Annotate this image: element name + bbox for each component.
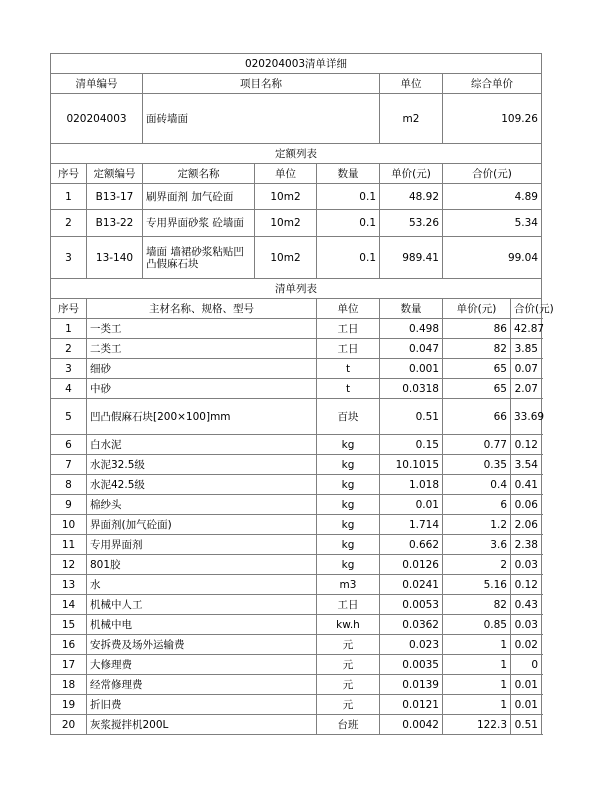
material-total: 2.07 xyxy=(511,379,542,399)
material-unit: 元 xyxy=(317,695,380,715)
material-total: 0.41 xyxy=(511,475,542,495)
quota-header-index: 序号 xyxy=(51,164,87,184)
material-index: 12 xyxy=(51,555,87,575)
material-name: 水泥42.5级 xyxy=(87,475,317,495)
material-index: 17 xyxy=(51,655,87,675)
material-unit-price: 66 xyxy=(443,399,511,435)
material-header-unit: 单位 xyxy=(317,299,380,319)
bill-price: 109.26 xyxy=(443,94,542,144)
material-total: 3.54 xyxy=(511,455,542,475)
material-index: 16 xyxy=(51,635,87,655)
bill-unit: m2 xyxy=(380,94,443,144)
material-section-title: 清单列表 xyxy=(51,279,542,299)
quota-total: 99.04 xyxy=(443,237,542,279)
material-index: 11 xyxy=(51,535,87,555)
material-qty: 10.1015 xyxy=(380,455,443,475)
material-row xyxy=(51,495,542,515)
material-name: 中砂 xyxy=(87,379,317,399)
material-row xyxy=(51,635,542,655)
material-qty: 0.023 xyxy=(380,635,443,655)
quota-header-code: 定额编号 xyxy=(87,164,143,184)
bill-row xyxy=(51,94,542,144)
material-unit-price: 0.4 xyxy=(443,475,511,495)
material-name: 折旧费 xyxy=(87,695,317,715)
material-row xyxy=(51,359,542,379)
material-name: 界面剂(加气砼面) xyxy=(87,515,317,535)
material-index: 4 xyxy=(51,379,87,399)
material-row xyxy=(51,475,542,495)
material-header-index: 序号 xyxy=(51,299,87,319)
material-unit-price: 0.85 xyxy=(443,615,511,635)
table-title: 020204003清单详细 xyxy=(51,54,542,74)
material-name: 细砂 xyxy=(87,359,317,379)
material-unit: kg xyxy=(317,435,380,455)
quota-name: 墙面 墙裙砂浆粘贴凹凸假麻石块 xyxy=(143,237,255,279)
quota-unit-price: 989.41 xyxy=(380,237,443,279)
quota-header-name: 定额名称 xyxy=(143,164,255,184)
material-unit: t xyxy=(317,359,380,379)
material-header-name: 主材名称、规格、型号 xyxy=(87,299,317,319)
quota-index: 2 xyxy=(51,210,87,237)
material-unit-price: 65 xyxy=(443,379,511,399)
quota-total: 4.89 xyxy=(443,184,542,210)
material-name: 水泥32.5级 xyxy=(87,455,317,475)
material-unit-price: 1 xyxy=(443,675,511,695)
material-row xyxy=(51,455,542,475)
bill-unit-header: 单位 xyxy=(380,74,443,94)
material-unit: 台班 xyxy=(317,715,380,735)
material-total: 0.03 xyxy=(511,615,542,635)
material-qty: 0.0121 xyxy=(380,695,443,715)
title-row xyxy=(51,54,542,74)
material-index: 2 xyxy=(51,339,87,359)
material-name: 大修理费 xyxy=(87,655,317,675)
material-total: 2.06 xyxy=(511,515,542,535)
material-name: 801胶 xyxy=(87,555,317,575)
material-total: 3.85 xyxy=(511,339,542,359)
material-name: 水 xyxy=(87,575,317,595)
material-unit: kg xyxy=(317,555,380,575)
quota-unit-price: 53.26 xyxy=(380,210,443,237)
material-index: 19 xyxy=(51,695,87,715)
material-row xyxy=(51,399,542,435)
quota-unit-price: 48.92 xyxy=(380,184,443,210)
material-name: 经常修理费 xyxy=(87,675,317,695)
material-row xyxy=(51,575,542,595)
material-unit: 元 xyxy=(317,655,380,675)
material-qty: 0.047 xyxy=(380,339,443,359)
material-index: 20 xyxy=(51,715,87,735)
material-index: 7 xyxy=(51,455,87,475)
material-qty: 0.498 xyxy=(380,319,443,339)
material-unit-price: 1 xyxy=(443,655,511,675)
material-row xyxy=(51,615,542,635)
material-name: 一类工 xyxy=(87,319,317,339)
quota-unit: 10m2 xyxy=(255,210,317,237)
material-unit-price: 82 xyxy=(443,595,511,615)
material-row xyxy=(51,695,542,715)
material-qty: 0.0139 xyxy=(380,675,443,695)
material-row xyxy=(51,655,542,675)
material-row xyxy=(51,535,542,555)
material-section-row xyxy=(51,279,542,299)
material-qty: 0.01 xyxy=(380,495,443,515)
material-total: 0.02 xyxy=(511,635,542,655)
quota-code: B13-22 xyxy=(87,210,143,237)
material-header-qty: 数量 xyxy=(380,299,443,319)
quota-row xyxy=(51,210,542,237)
bill-code: 020204003 xyxy=(51,94,143,144)
material-name: 二类工 xyxy=(87,339,317,359)
material-name: 机械中电 xyxy=(87,615,317,635)
bill-name-header: 项目名称 xyxy=(143,74,380,94)
material-total: 0.12 xyxy=(511,435,542,455)
material-header-row xyxy=(51,299,542,319)
material-qty: 0.51 xyxy=(380,399,443,435)
quota-header-total: 合价(元) xyxy=(443,164,542,184)
quota-index: 3 xyxy=(51,237,87,279)
quota-code: B13-17 xyxy=(87,184,143,210)
material-unit-price: 0.77 xyxy=(443,435,511,455)
material-index: 14 xyxy=(51,595,87,615)
material-row xyxy=(51,339,542,359)
material-unit-price: 3.6 xyxy=(443,535,511,555)
quota-unit: 10m2 xyxy=(255,184,317,210)
material-qty: 0.662 xyxy=(380,535,443,555)
material-total: 0.06 xyxy=(511,495,542,515)
material-unit: 工日 xyxy=(317,319,380,339)
bill-name: 面砖墙面 xyxy=(143,94,380,144)
material-unit-price: 1 xyxy=(443,695,511,715)
quota-header-row xyxy=(51,164,542,184)
material-total: 0.12 xyxy=(511,575,542,595)
material-qty: 0.0053 xyxy=(380,595,443,615)
material-index: 9 xyxy=(51,495,87,515)
material-unit: 工日 xyxy=(317,595,380,615)
material-total: 42.87 xyxy=(511,319,542,339)
material-row xyxy=(51,379,542,399)
material-index: 13 xyxy=(51,575,87,595)
material-unit: t xyxy=(317,379,380,399)
material-unit-price: 0.35 xyxy=(443,455,511,475)
material-name: 白水泥 xyxy=(87,435,317,455)
material-qty: 0.0126 xyxy=(380,555,443,575)
material-qty: 0.001 xyxy=(380,359,443,379)
material-total: 0.51 xyxy=(511,715,542,735)
material-row xyxy=(51,675,542,695)
material-unit: kw.h xyxy=(317,615,380,635)
material-unit: kg xyxy=(317,475,380,495)
material-index: 18 xyxy=(51,675,87,695)
material-unit-price: 2 xyxy=(443,555,511,575)
material-unit-price: 65 xyxy=(443,359,511,379)
material-name: 安拆费及场外运输费 xyxy=(87,635,317,655)
material-unit: 百块 xyxy=(317,399,380,435)
material-unit-price: 6 xyxy=(443,495,511,515)
material-unit-price: 122.3 xyxy=(443,715,511,735)
material-row xyxy=(51,715,542,735)
material-qty: 0.0035 xyxy=(380,655,443,675)
material-qty: 0.0241 xyxy=(380,575,443,595)
material-qty: 1.018 xyxy=(380,475,443,495)
material-header-unit-price: 单价(元) xyxy=(443,299,511,319)
material-name: 专用界面剂 xyxy=(87,535,317,555)
material-total: 0.43 xyxy=(511,595,542,615)
material-index: 15 xyxy=(51,615,87,635)
material-total: 2.38 xyxy=(511,535,542,555)
quota-section-row xyxy=(51,144,542,164)
material-index: 3 xyxy=(51,359,87,379)
material-unit-price: 1.2 xyxy=(443,515,511,535)
bill-detail-table xyxy=(50,53,554,735)
material-unit: m3 xyxy=(317,575,380,595)
material-index: 1 xyxy=(51,319,87,339)
material-total: 0 xyxy=(511,655,542,675)
material-unit: 元 xyxy=(317,635,380,655)
material-qty: 0.15 xyxy=(380,435,443,455)
material-header-total: 合价(元) xyxy=(511,299,542,319)
material-total: 0.01 xyxy=(511,695,542,715)
material-name: 凹凸假麻石块[200×100]mm xyxy=(87,399,317,435)
bill-price-header: 综合单价 xyxy=(443,74,542,94)
quota-header-qty: 数量 xyxy=(317,164,380,184)
bill-header-row xyxy=(51,74,542,94)
quota-row xyxy=(51,184,542,210)
material-name: 棉纱头 xyxy=(87,495,317,515)
material-name: 灰浆搅拌机200L xyxy=(87,715,317,735)
material-unit: 工日 xyxy=(317,339,380,359)
quota-qty: 0.1 xyxy=(317,210,380,237)
material-unit: kg xyxy=(317,455,380,475)
material-qty: 0.0042 xyxy=(380,715,443,735)
quota-header-unit-price: 单价(元) xyxy=(380,164,443,184)
material-total: 33.69 xyxy=(511,399,542,435)
material-row xyxy=(51,515,542,535)
material-qty: 1.714 xyxy=(380,515,443,535)
bill-code-header: 清单编号 xyxy=(51,74,143,94)
material-qty: 0.0362 xyxy=(380,615,443,635)
material-total: 0.03 xyxy=(511,555,542,575)
material-index: 10 xyxy=(51,515,87,535)
quota-row xyxy=(51,237,542,279)
material-index: 6 xyxy=(51,435,87,455)
quota-section-title: 定额列表 xyxy=(51,144,542,164)
material-unit-price: 1 xyxy=(443,635,511,655)
quota-qty: 0.1 xyxy=(317,184,380,210)
material-unit-price: 86 xyxy=(443,319,511,339)
material-total: 0.01 xyxy=(511,675,542,695)
material-unit-price: 82 xyxy=(443,339,511,359)
quota-code: 13-140 xyxy=(87,237,143,279)
material-name: 机械中人工 xyxy=(87,595,317,615)
material-row xyxy=(51,595,542,615)
material-unit: kg xyxy=(317,495,380,515)
quota-total: 5.34 xyxy=(443,210,542,237)
material-unit-price: 5.16 xyxy=(443,575,511,595)
material-row xyxy=(51,555,542,575)
quota-name: 专用界面砂浆 砼墙面 xyxy=(143,210,255,237)
material-row xyxy=(51,319,542,339)
material-qty: 0.0318 xyxy=(380,379,443,399)
material-unit: kg xyxy=(317,535,380,555)
quota-unit: 10m2 xyxy=(255,237,317,279)
material-row xyxy=(51,435,542,455)
material-unit: 元 xyxy=(317,675,380,695)
material-total: 0.07 xyxy=(511,359,542,379)
material-index: 8 xyxy=(51,475,87,495)
quota-index: 1 xyxy=(51,184,87,210)
material-unit: kg xyxy=(317,515,380,535)
quota-qty: 0.1 xyxy=(317,237,380,279)
material-index: 5 xyxy=(51,399,87,435)
quota-name: 刷界面剂 加气砼面 xyxy=(143,184,255,210)
quota-header-unit: 单位 xyxy=(255,164,317,184)
